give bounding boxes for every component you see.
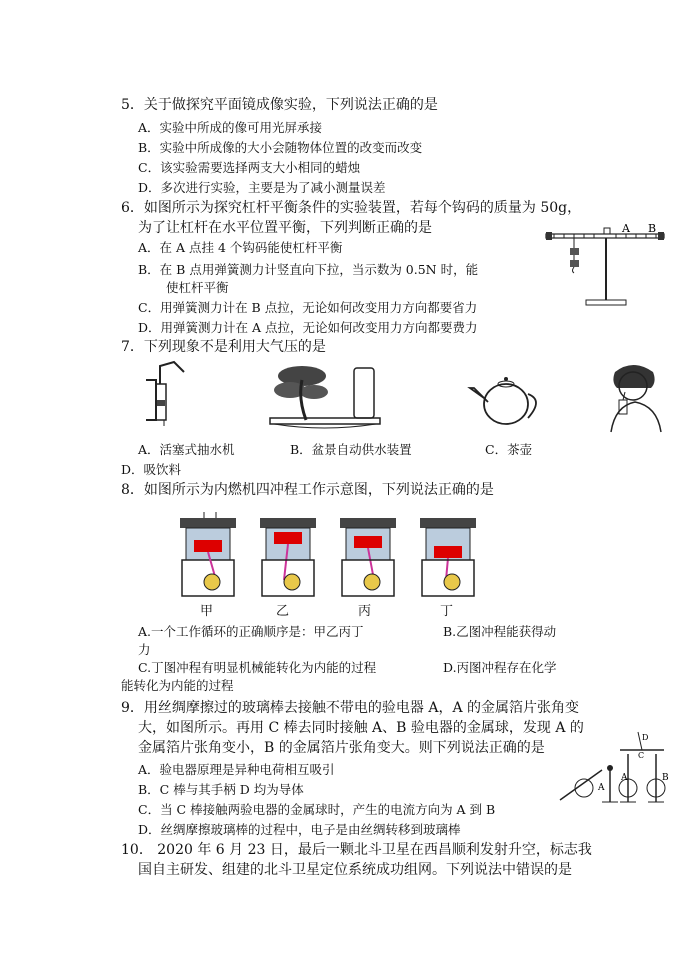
engine-label-jia: 甲	[200, 604, 214, 619]
q9-option-a: A．验电器原理是异种电荷相互吸引	[138, 762, 335, 777]
q7-option-c: C．茶壶	[485, 442, 533, 457]
q7-option-d: D．吸饮料	[121, 462, 182, 477]
q7-stem: 7．下列现象不是利用大气压的是	[121, 339, 326, 355]
engine-label-yi: 乙	[276, 604, 290, 619]
q6-option-d: D．用弹簧测力计在 A 点拉，无论如何改变用力方向都要费力	[138, 320, 478, 335]
q6-option-b-line2: 使杠杆平衡	[166, 280, 229, 295]
electroscope-label-a2: A	[621, 773, 628, 783]
q9-option-d: D．丝绸摩擦玻璃棒的过程中，电子是由丝绸转移到玻璃棒	[138, 822, 461, 837]
q9-option-c: C．当 C 棒接触两验电器的金属球时，产生的电流方向为 A 到 B	[138, 802, 496, 817]
q5-option-d: D．多次进行实验，主要是为了减小测量误差	[138, 180, 386, 195]
electroscope-label-a: A	[598, 783, 605, 793]
q6-option-c: C．用弹簧测力计在 B 点拉，无论如何改变用力方向都要省力	[138, 300, 478, 315]
q8-option-a: A.一个工作循环的正确顺序是：甲乙丙丁	[138, 624, 364, 639]
q8-option-d-line1: D.丙图冲程存在化学	[443, 660, 557, 675]
lever-label-b: B	[648, 222, 657, 235]
q5-option-c: C．该实验需要选择两支大小相同的蜡烛	[138, 160, 361, 175]
q7-option-a: A．活塞式抽水机	[138, 442, 235, 457]
q5-stem: 5．关于做探究平面镜成像实验，下列说法正确的是	[121, 97, 438, 113]
pump-figure	[138, 360, 188, 428]
q10-stem-line1: 10． 2020 年 6 月 23 日，最后一颗北斗卫星在西昌顺利发射升空，标志我	[121, 842, 592, 858]
q8-option-b-line2: 力	[138, 642, 151, 657]
electroscope-label-b: B	[662, 773, 669, 783]
q6-option-b-line1: B．在 B 点用弹簧测力计竖直向下拉，当示数为 0.5N 时，能	[138, 262, 479, 277]
engine-label-ding: 丁	[440, 604, 454, 619]
q9-stem-line2: 大，如图所示。再用 C 棒去同时接触 A、B 验电器的金属球，发现 A 的	[138, 720, 584, 736]
q6-stem-line2: 为了让杠杆在水平位置平衡，下列判断正确的是	[138, 220, 432, 236]
electroscope-label-c: C	[638, 751, 645, 760]
engine-label-bing: 丙	[358, 604, 372, 619]
electroscope-figure	[558, 728, 670, 808]
q8-option-d-line2: 能转化为内能的过程	[121, 678, 234, 693]
electroscope-label-d: D	[642, 733, 649, 742]
q5-option-a: A．实验中所成的像可用光屏承接	[138, 120, 323, 135]
q8-option-c: C.丁图冲程有明显机械能转化为内能的过程	[138, 660, 377, 675]
q10-stem-line2: 国自主研发、组建的北斗卫星定位系统成功组网。下列说法中错误的是	[138, 862, 572, 878]
q5-option-b: B．实验中所成像的大小会随物体位置的改变而改变	[138, 140, 423, 155]
q6-option-a: A．在 A 点挂 4 个钩码能使杠杆平衡	[138, 240, 343, 255]
q9-stem-line1: 9．用丝绸摩擦过的玻璃棒去接触不带电的验电器 A，A 的金属箔片张角变	[121, 700, 580, 716]
q9-option-b: B．C 棒与其手柄 D 均为导体	[138, 782, 304, 797]
engine-diagram-ding	[416, 510, 480, 600]
engine-diagram-yi	[256, 510, 320, 600]
q8-option-b-line1: B.乙图冲程能获得动	[443, 624, 557, 639]
engine-diagram-jia	[176, 510, 240, 600]
engine-diagram-bing	[336, 510, 400, 600]
lever-label-a: A	[622, 222, 630, 235]
q7-option-b: B．盆景自动供水装置	[290, 442, 412, 457]
lever-figure	[540, 222, 670, 314]
q8-stem: 8．如图所示为内燃机四冲程工作示意图，下列说法正确的是	[121, 482, 494, 498]
q6-stem-line1: 6．如图所示为探究杠杆平衡条件的实验装置，若每个钩码的质量为 50g，	[121, 200, 582, 216]
bonsai-figure	[270, 360, 380, 432]
q9-stem-line3: 金属箔片张角变小，B 的金属箔片张角变大。则下列说法正确的是	[138, 740, 545, 756]
teapot-figure	[468, 368, 548, 430]
drinking-boy-figure	[603, 360, 665, 436]
